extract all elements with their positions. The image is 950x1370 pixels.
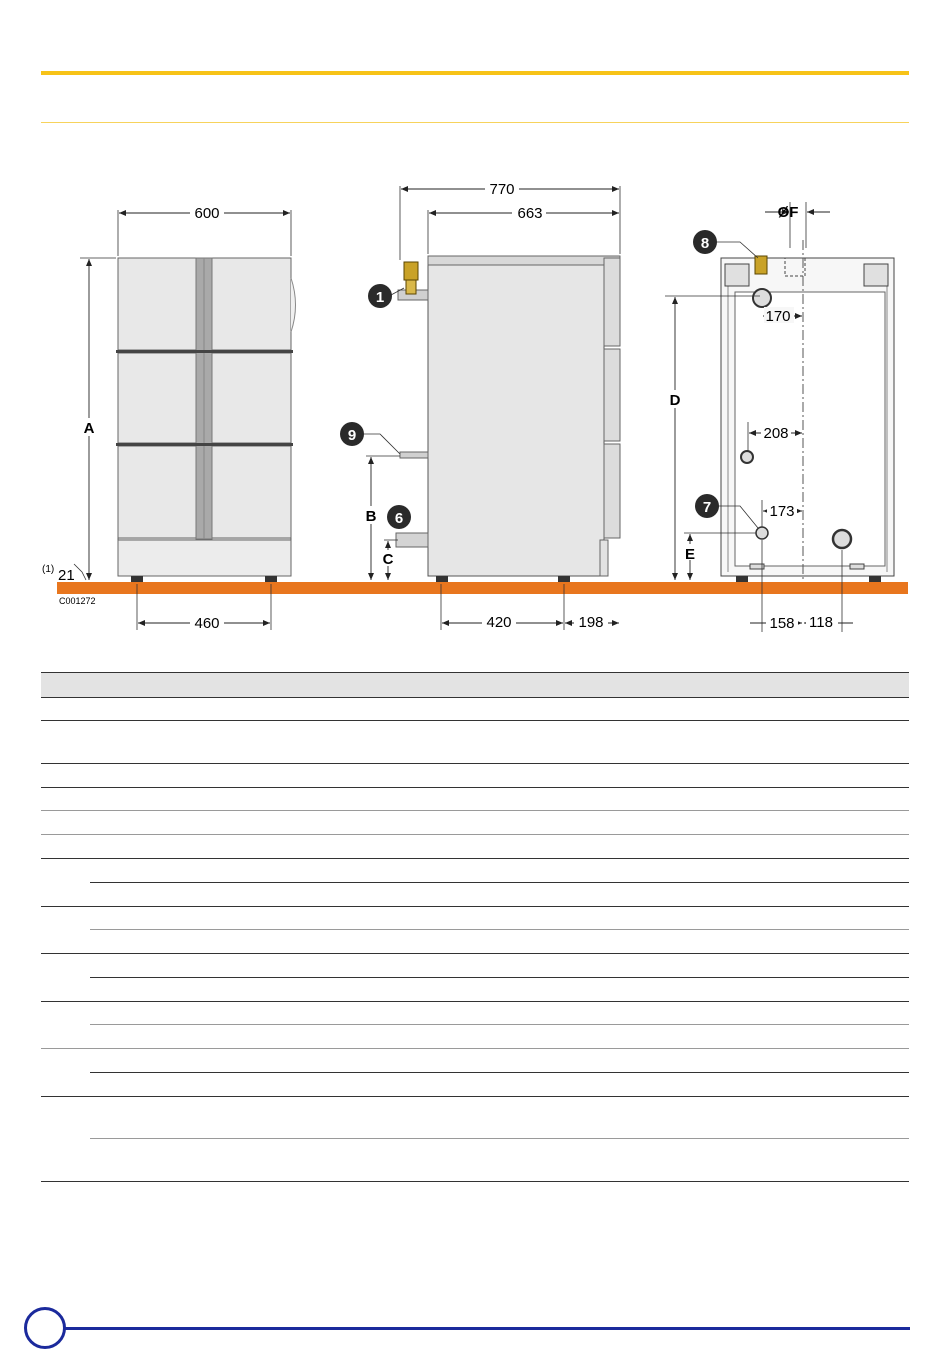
label-dim-158: 158 [769,615,795,632]
label-dim-c: C [382,551,394,568]
label-dim-a: A [83,420,95,437]
label-dim-173: 173 [769,503,795,520]
svg-text:7: 7 [702,499,712,516]
header-divider [41,122,909,123]
table-row [41,1096,909,1097]
footer-rule [63,1327,910,1330]
label-total-depth: 770 [489,181,515,198]
label-rear-offset: 198 [578,614,604,631]
front-view [116,258,296,582]
svg-text:9: 9 [347,427,357,444]
table-row [41,787,909,788]
svg-text:8: 8 [700,235,710,252]
label-flue-diameter: ØF [777,204,799,221]
table-row [41,1181,909,1182]
table-row [90,977,909,978]
table-row [41,1048,909,1049]
callout-8 [693,230,758,258]
rear-view [721,240,894,582]
table-row [90,882,909,883]
table-row [90,929,909,930]
spec-table-header [41,672,909,698]
label-front-feet: 460 [194,615,220,632]
callout-9 [340,422,400,454]
label-dim-e: E [684,546,696,563]
floor-line [57,582,908,594]
table-row [41,834,909,835]
table-row [41,953,909,954]
table-row [41,720,909,721]
label-body-depth: 663 [517,205,543,222]
footnote-marker: (1) [42,564,55,575]
label-dim-170: 170 [765,308,791,325]
label-dim-b: B [365,508,377,525]
table-row [41,763,909,764]
table-row [90,1072,909,1073]
table-row [41,810,909,811]
label-dim-118: 118 [809,614,833,631]
table-row [41,1001,909,1002]
dimension-drawing [0,160,950,640]
label-front-width: 600 [194,205,220,222]
callout-6 [387,505,411,529]
drawing-reference: C001272 [59,596,96,606]
page-number-circle [24,1307,66,1349]
table-row [90,1024,909,1025]
table-row [41,906,909,907]
svg-text:6: 6 [394,510,404,527]
label-base-height: 21 [58,567,75,584]
table-row [41,858,909,859]
header-accent-bar [41,71,909,75]
label-dim-d: D [669,392,681,409]
svg-text:1: 1 [375,289,385,306]
label-dim-208: 208 [763,425,789,442]
table-row [90,1138,909,1139]
label-side-feet: 420 [486,614,512,631]
side-view [396,256,620,582]
